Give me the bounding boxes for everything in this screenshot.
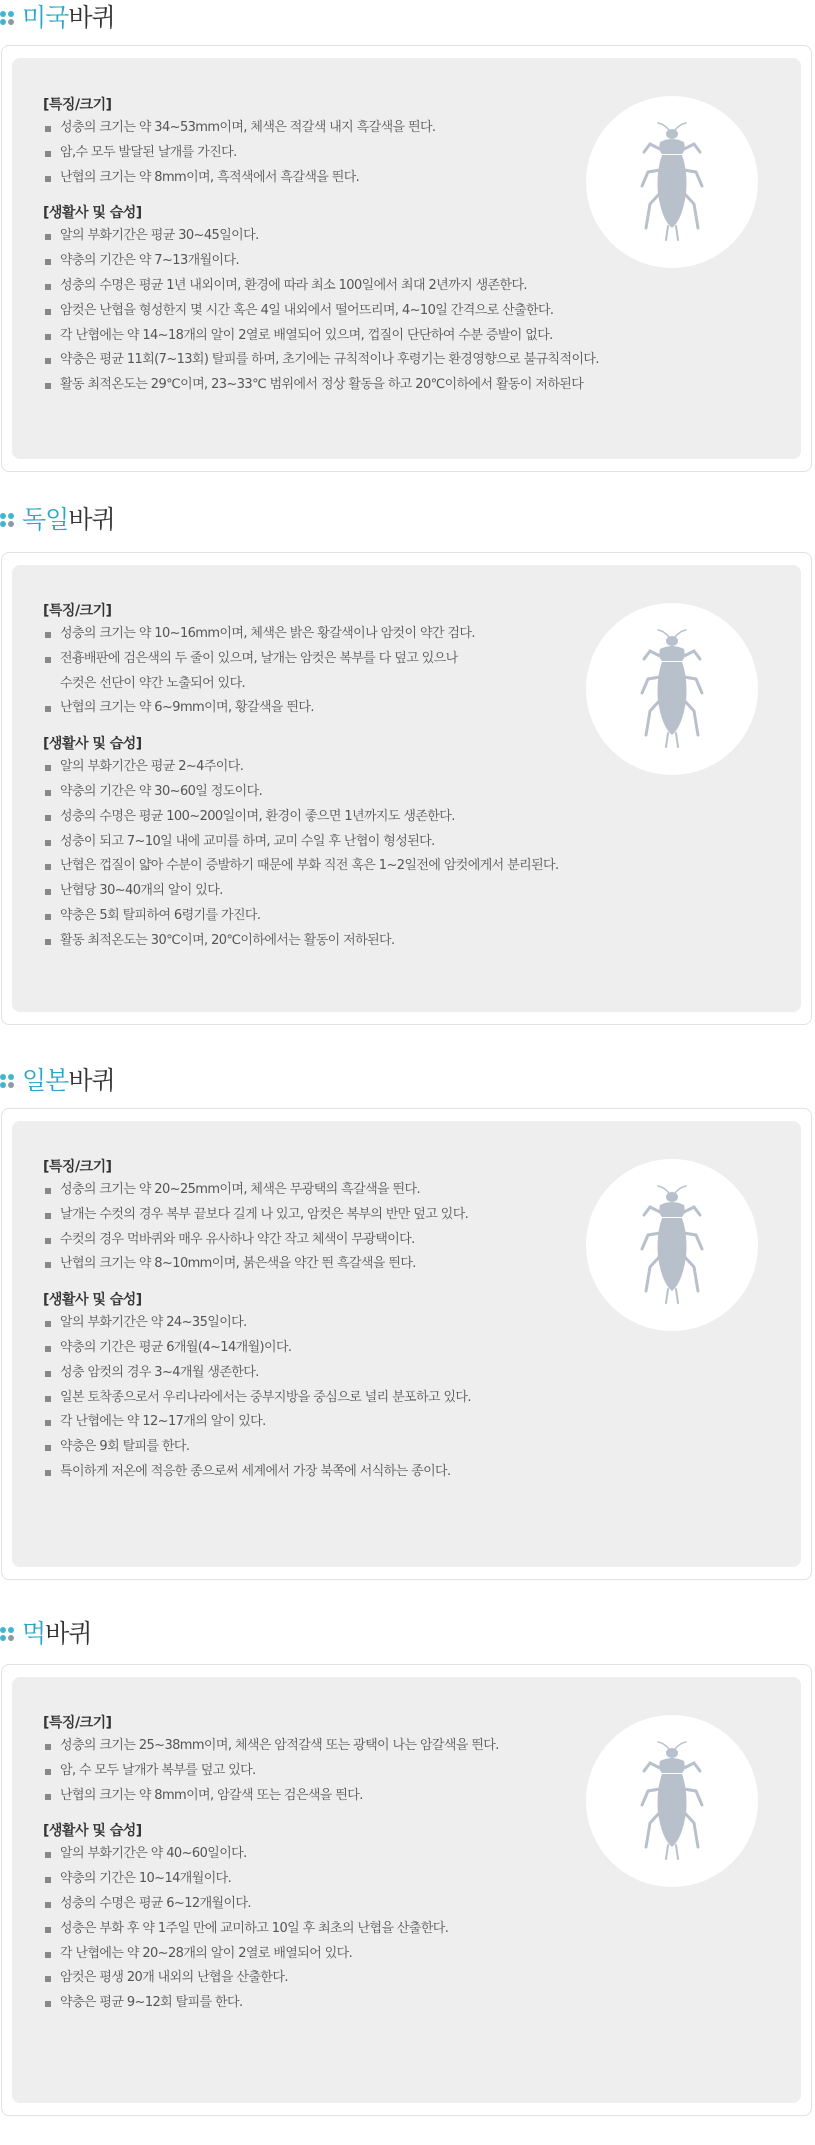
info-card	[1, 552, 812, 1025]
habits-list	[43, 755, 603, 953]
list-item: 성충의 수명은 평균 1년 내외이며, 환경에 따라 최소 100일에서 최대 2년까지 생존한다.	[43, 274, 603, 299]
list-item: 약충은 5회 탈피하여 6령기를 가진다.	[43, 904, 603, 929]
list-item: 성충은 부화 후 약 1주일 만에 교미하고 10일 후 최초의 난협을 산출한다.	[43, 1917, 603, 1942]
list-item: 각 난협에는 약 14~18개의 알이 2열로 배열되어 있으며, 껍질이 단단하여 수분 증발이 없다.	[43, 324, 603, 349]
list-item: 알의 부화기간은 약 24~35일이다.	[43, 1311, 603, 1336]
bullet-dots-icon	[0, 1626, 16, 1642]
section-title: 독일바퀴	[22, 505, 115, 534]
section-german-cockroach	[0, 502, 815, 1027]
features-list	[43, 1178, 603, 1277]
list-item: 약충은 평균 9~12회 탈피를 한다.	[43, 1991, 603, 2016]
list-item: 수컷의 경우 먹바퀴와 매우 유사하나 약간 작고 체색이 무광택이다.	[43, 1228, 603, 1253]
list-item: 난협은 껍질이 얇아 수분이 증발하기 때문에 부화 직전 혹은 1~2일전에 암컷에게서 분리된다.	[43, 854, 603, 879]
section-title: 미국바퀴	[22, 3, 115, 32]
features-title: [특징/크기]	[43, 1715, 112, 1731]
list-item: 알의 부화기간은 약 40~60일이다.	[43, 1842, 603, 1867]
info-panel	[12, 58, 801, 459]
habits-title: [생활사 및 습성]	[43, 736, 142, 753]
list-item: 활동 최적온도는 30℃이며, 20℃이하에서는 활동이 저하된다.	[43, 929, 603, 954]
list-item: 난협의 크기는 약 8mm이며, 흑적색에서 흑갈색을 띈다.	[43, 166, 603, 191]
list-item: 암,수 모두 발달된 날개를 가진다.	[43, 141, 603, 166]
features-title: [특징/크기]	[43, 1159, 112, 1175]
list-item: 약충의 기간은 평균 6개월(4~14개월)이다.	[43, 1336, 603, 1361]
list-item: 각 난협에는 약 20~28개의 알이 2열로 배열되어 있다.	[43, 1942, 603, 1967]
cockroach-icon	[636, 1185, 708, 1305]
section-title: 일본바퀴	[22, 1066, 115, 1095]
list-item: 날개는 수컷의 경우 복부 끝보다 길게 나 있고, 암컷은 복부의 반만 덮고 있다.	[43, 1203, 603, 1228]
list-item: 암컷은 난협을 형성한지 몇 시간 혹은 4일 내외에서 떨어뜨리며, 4~10일 간격으로 산출한다.	[43, 299, 603, 324]
cockroach-icon	[636, 122, 708, 242]
habits-title: [생활사 및 습성]	[43, 205, 142, 222]
info-card	[1, 1108, 812, 1580]
list-item: 알의 부화기간은 평균 30~45일이다.	[43, 224, 603, 249]
info-card	[1, 1664, 812, 2116]
section-title: 먹바퀴	[22, 1619, 92, 1648]
list-item: 성충의 수명은 평균 100~200일이며, 환경이 좋으면 1년까지도 생존한다.	[43, 805, 603, 830]
list-item: 알의 부화기간은 평균 2~4주이다.	[43, 755, 603, 780]
features-title: [특징/크기]	[43, 603, 112, 619]
features-list	[43, 1734, 603, 1808]
illustration-circle	[586, 603, 758, 775]
info-panel	[12, 565, 801, 1012]
habits-list	[43, 224, 603, 398]
section-heading	[0, 0, 115, 36]
list-item: 성충의 크기는 25~38mm이며, 체색은 암적갈색 또는 광택이 나는 암갈색을 띈다.	[43, 1734, 603, 1759]
list-item-continuation: 수컷은 선단이 약간 노출되어 있다.	[60, 675, 246, 691]
info-panel	[12, 1121, 801, 1567]
bullet-dots-icon	[0, 512, 16, 528]
list-item: 각 난협에는 약 12~17개의 알이 있다.	[43, 1410, 603, 1435]
list-item: 약충은 9회 탈피를 한다.	[43, 1435, 603, 1460]
list-item: 성충의 크기는 약 20~25mm이며, 체색은 무광택의 흑갈색을 띈다.	[43, 1178, 603, 1203]
info-panel	[12, 1677, 801, 2103]
bullet-dots-icon	[0, 10, 16, 26]
list-item: 특이하게 저온에 적응한 종으로써 세계에서 가장 북쪽에 서식하는 종이다.	[43, 1460, 603, 1485]
features-list	[43, 622, 603, 721]
bullet-dots-icon	[0, 1073, 16, 1089]
info-card	[1, 45, 812, 472]
list-item: 성충의 크기는 약 10~16mm이며, 체색은 밝은 황갈색이나 암컷이 약간 검다.	[43, 622, 603, 647]
section-japanese-cockroach	[0, 1063, 815, 1583]
habits-title: [생활사 및 습성]	[43, 1823, 142, 1840]
section-smokybrown-cockroach	[0, 1616, 815, 2121]
cockroach-icon	[636, 629, 708, 749]
list-item: 난협의 크기는 약 8mm이며, 암갈색 또는 검은색을 띈다.	[43, 1784, 603, 1809]
list-item: 난협의 크기는 약 6~9mm이며, 황갈색을 띈다.	[43, 696, 603, 721]
section-heading	[0, 1616, 91, 1652]
cockroach-icon	[636, 1741, 708, 1861]
list-item: 암, 수 모두 날개가 복부를 덮고 있다.	[43, 1759, 603, 1784]
illustration-circle	[586, 1715, 758, 1887]
list-item: 약충은 평균 11회(7~13회) 탈피를 하며, 초기에는 규칙적이나 후령기는 환경영향으로 불규칙적이다.	[43, 348, 603, 373]
section-heading	[0, 1063, 115, 1099]
list-item: 일본 토착종으로서 우리나라에서는 중부지방을 중심으로 널리 분포하고 있다.	[43, 1386, 603, 1411]
list-item: 성충 암컷의 경우 3~4개월 생존한다.	[43, 1361, 603, 1386]
list-item: 활동 최적온도는 29℃이며, 23~33℃ 범위에서 정상 활동을 하고 20℃이하에서 활동이 저하된다	[43, 373, 603, 398]
list-item: 난협당 30~40개의 알이 있다.	[43, 879, 603, 904]
habits-title: [생활사 및 습성]	[43, 1292, 142, 1309]
list-item: 성충의 수명은 평균 6~12개월이다.	[43, 1892, 603, 1917]
habits-list	[43, 1311, 603, 1485]
section-heading	[0, 502, 115, 538]
features-title: [특징/크기]	[43, 97, 112, 113]
list-item: 약충의 기간은 10~14개월이다.	[43, 1867, 603, 1892]
list-item: 암컷은 평생 20개 내외의 난협을 산출한다.	[43, 1966, 603, 1991]
list-item: 난협의 크기는 약 8~10mm이며, 붉은색을 약간 띈 흑갈색을 띈다.	[43, 1252, 603, 1277]
section-american-cockroach	[0, 0, 815, 475]
features-list	[43, 116, 603, 190]
list-item: 성충의 크기는 약 34~53mm이며, 체색은 적갈색 내지 흑갈색을 띈다.	[43, 116, 603, 141]
list-item: 성충이 되고 7~10일 내에 교미를 하며, 교미 수일 후 난협이 형성된다.	[43, 830, 603, 855]
list-item: 약충의 기간은 약 7~13개월이다.	[43, 249, 603, 274]
list-item: 약충의 기간은 약 30~60일 정도이다.	[43, 780, 603, 805]
illustration-circle	[586, 1159, 758, 1331]
illustration-circle	[586, 96, 758, 268]
habits-list	[43, 1842, 603, 2016]
list-item: 전흉배판에 검은색의 두 줄이 있으며, 날개는 암컷은 복부를 다 덮고 있으나	[43, 647, 603, 672]
